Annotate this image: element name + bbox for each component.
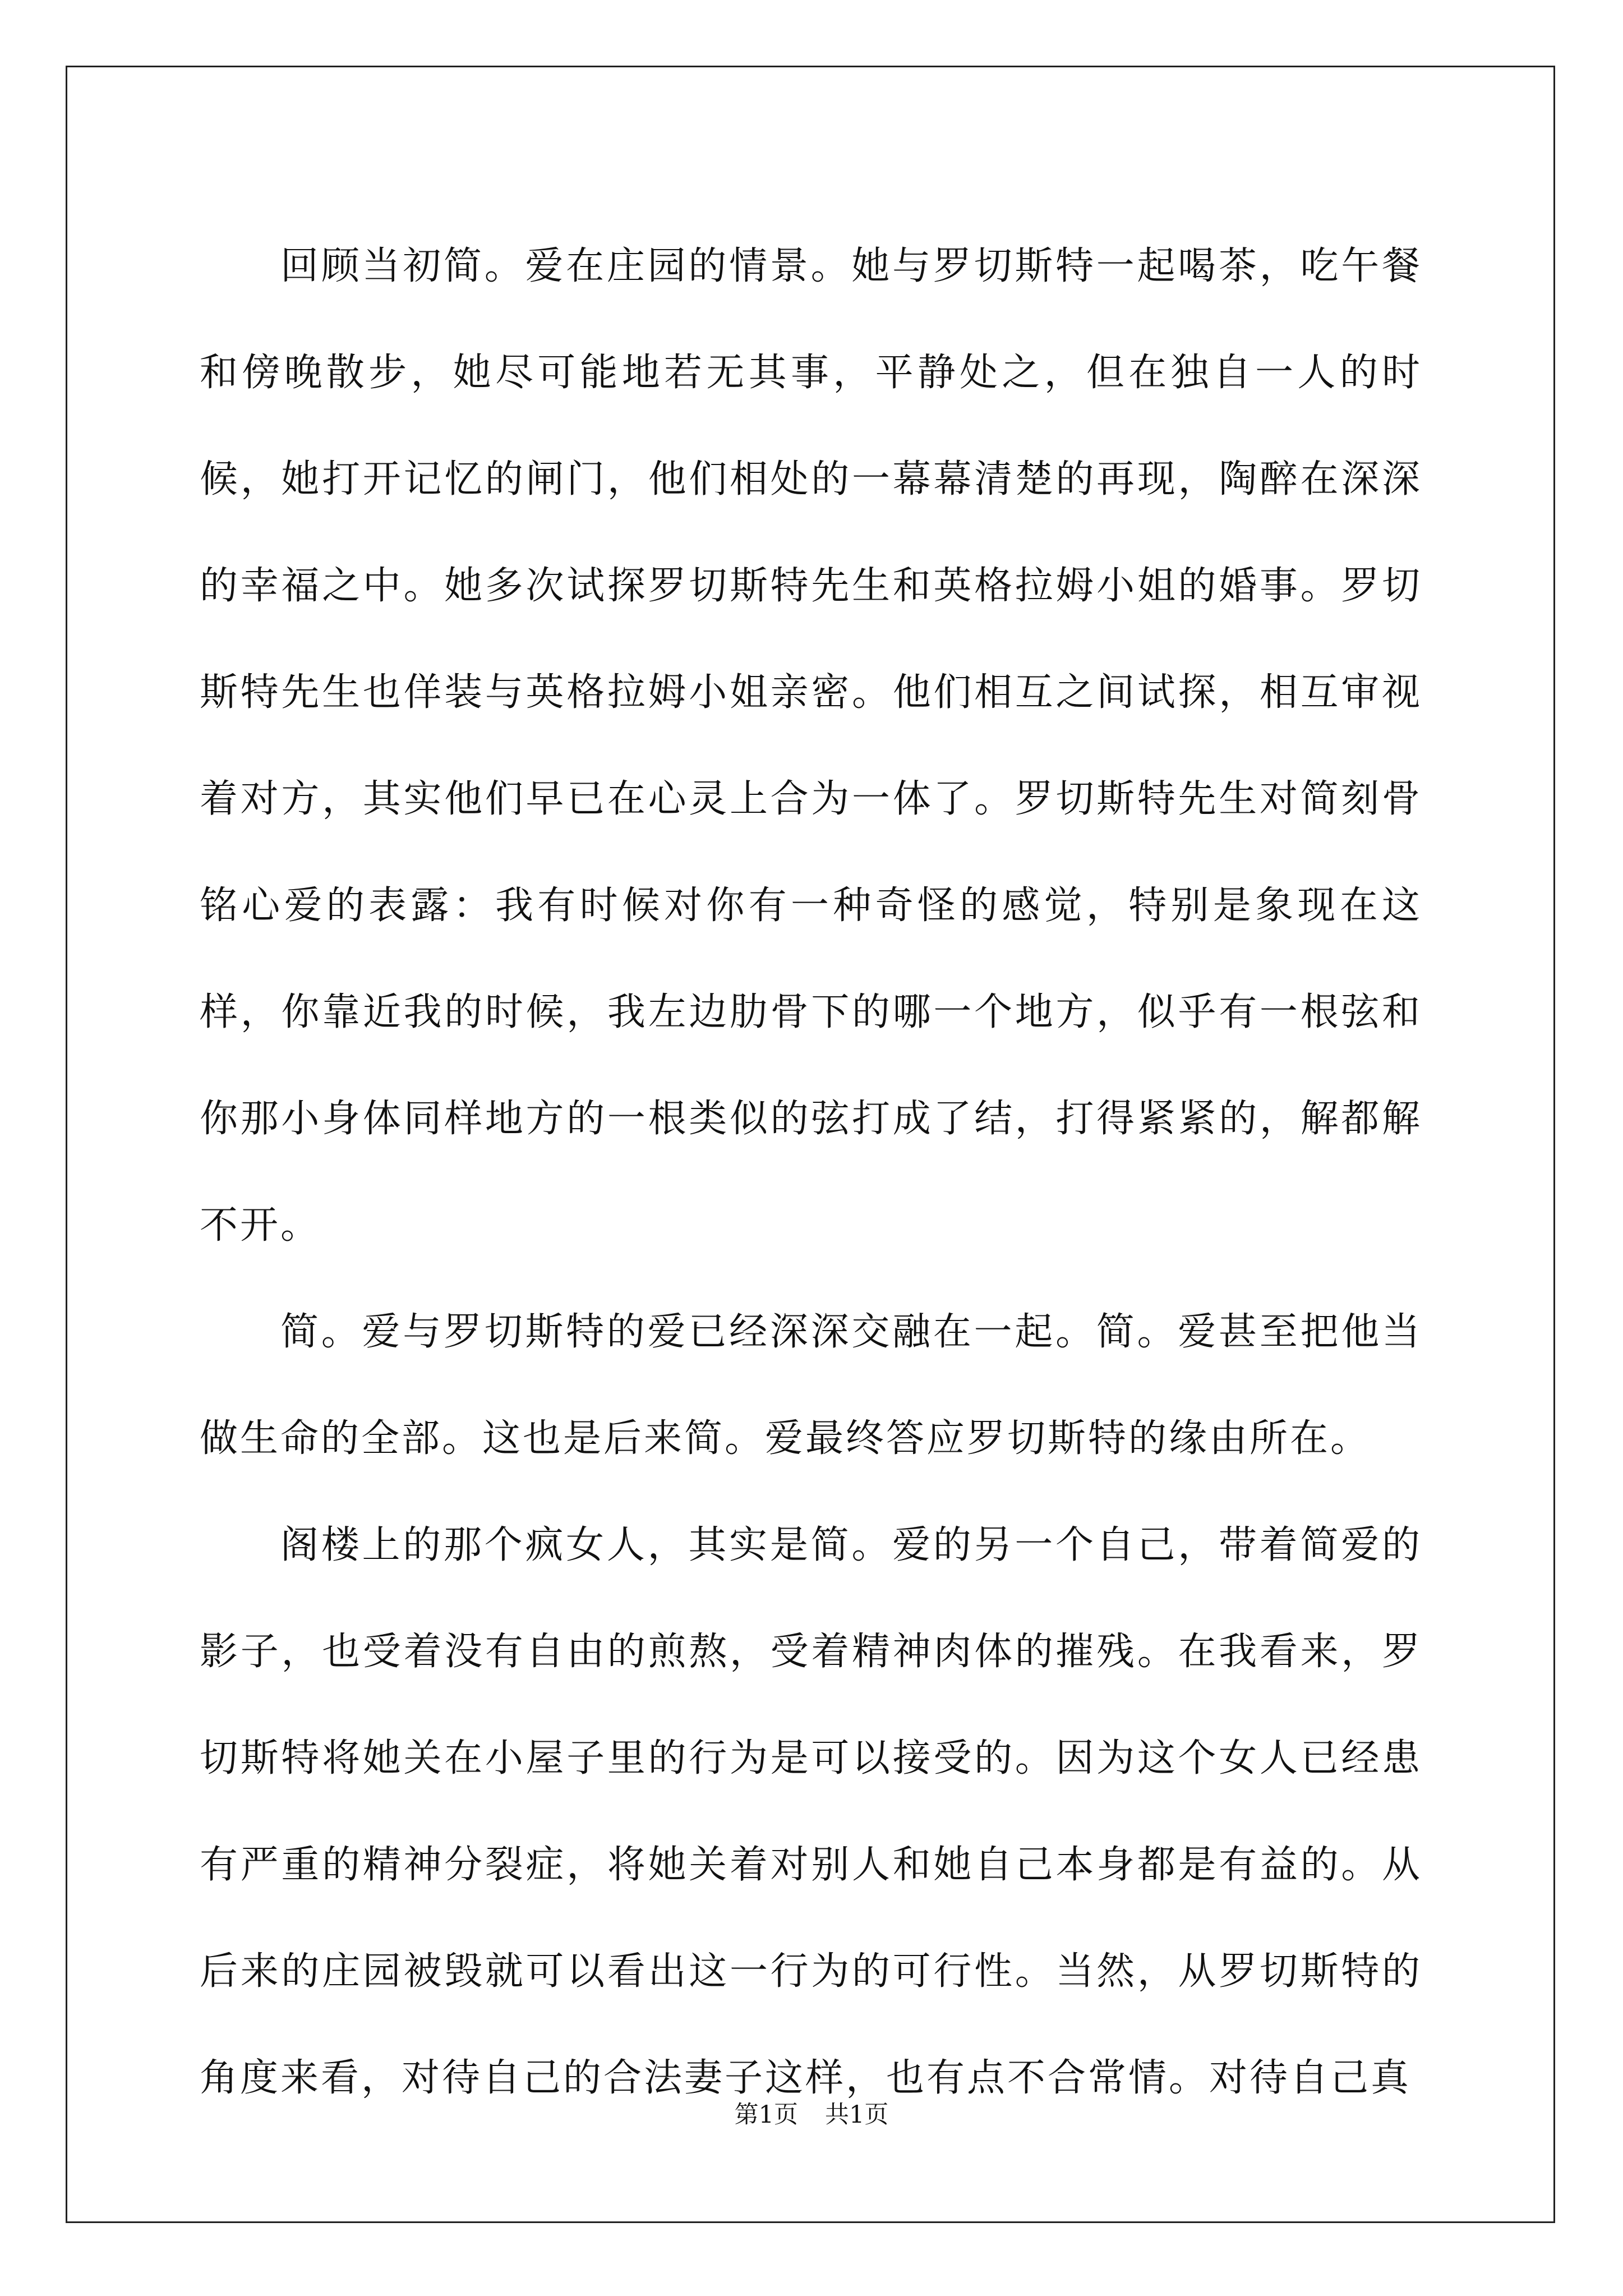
document-body: [200, 213, 1422, 2132]
page-total: 共1页: [825, 2101, 889, 2129]
page-number: 第1页: [734, 2101, 798, 2129]
page-footer: [0, 2098, 1623, 2132]
paragraph: 简。爱与罗切斯特的爱已经深深交融在一起。简。爱甚至把他当做生命的全部。这也是后来简。爱最终答应罗切斯特的缘由所在。: [200, 1310, 1422, 1461]
paragraph: 回顾当初简。爱在庄园的情景。她与罗切斯特一起喝茶，吃午餐和傍晚散步，她尽可能地若无其事，平静处之，但在独自一人的时候，她打开记忆的闸门，他们相处的一幕幕清楚的再现，陶醉在深深的幸福之中。她多次试探罗切斯特先生和英格拉姆小姐的婚事。罗切斯特先生也佯装与英格拉姆小姐亲密。他们相互之间试探，相互审视着对方，其实他们早已在心灵上合为一体了。罗切斯特先生对简刻骨铭心爱的表露：我有时候对你有一种奇怪的感觉，特别是象现在这样，你靠近我的时候，我左边肋骨下的哪一个地方，似乎有一根弦和你那小身体同样地方的一根类似的弦打成了结，打得紧紧的，解都解不开。: [200, 244, 1422, 1248]
paragraph: 阁楼上的那个疯女人，其实是简。爱的另一个自己，带着简爱的影子，也受着没有自由的煎熬，受着精神肉体的摧残。在我看来，罗切斯特将她关在小屋子里的行为是可以接受的。因为这个女人已经患有严重的精神分裂症，将她关着对别人和她自己本身都是有益的。从后来的庄园被毁就可以看出这一行为的可行性。当然，从罗切斯特的角度来看，对待自己的合法妻子这样，也有点不合常情。对待自己真: [200, 1523, 1422, 2100]
